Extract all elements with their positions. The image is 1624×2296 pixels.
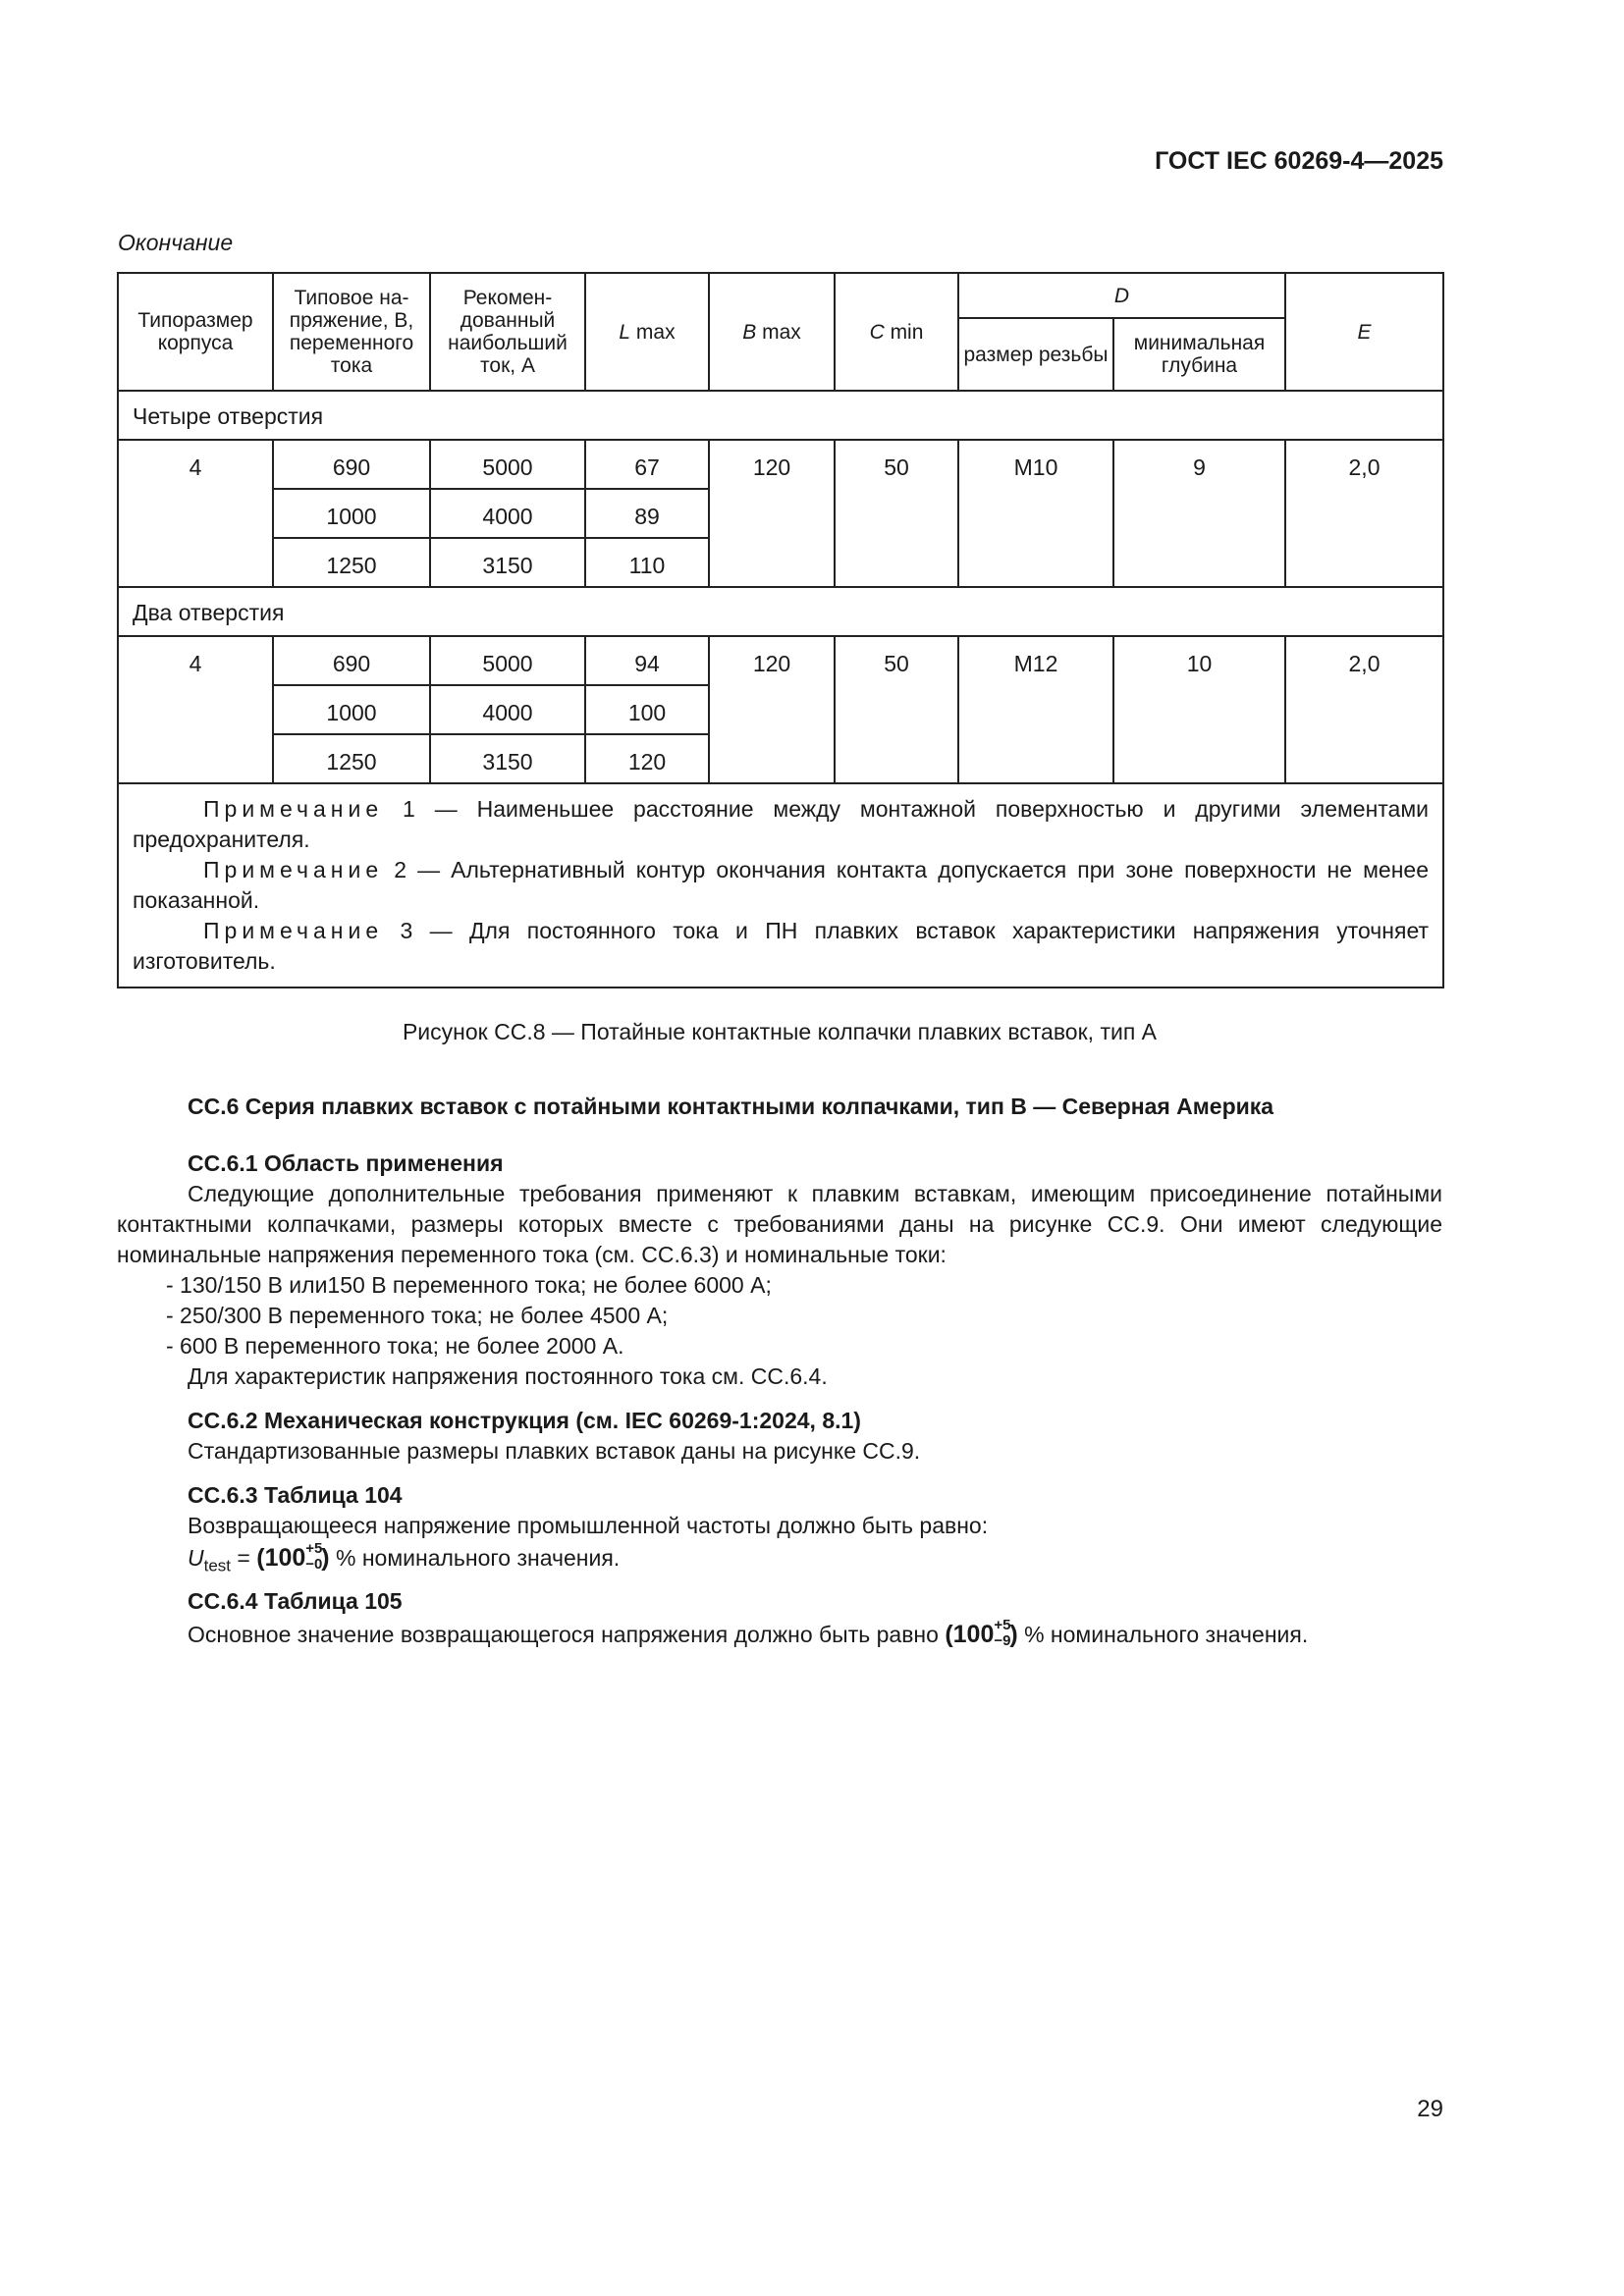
table-row: 1250 3150 110 (118, 538, 1443, 587)
header-c-min: C min (835, 273, 958, 391)
section-row: Два отверстия (118, 587, 1443, 636)
header-voltage: Типовое на-пряжение, В, переменного тока (273, 273, 430, 391)
table-note: Примечание 3 — Для постоянного тока и ПН плавких вставок характеристики напряжения уточняет изготовитель. (133, 918, 1430, 974)
standard-designation: ГОСТ IEC 60269-4—2025 (1155, 147, 1443, 175)
header-d: D (958, 273, 1285, 318)
section-cc63-paragraph: Возвращающееся напряжение промышленной частоты должно быть равно: (188, 1513, 989, 1538)
section-cc6-heading: СС.6 Серия плавких вставок с потайными контактными колпачками, тип В — Северная Америка (188, 1094, 1274, 1119)
list-item: - 130/150 В или150 В переменного тока; не более 6000 А; (166, 1272, 772, 1298)
table-row: 1250 3150 120 (118, 734, 1443, 783)
header-d-depth: минимальная глубина (1113, 318, 1285, 391)
dc-note: Для характеристик напряжения постоянного тока см. СС.6.4. (188, 1363, 828, 1389)
table-row: 1000 4000 100 (118, 685, 1443, 734)
notes-row (118, 783, 1443, 988)
table-note: Примечание 2 — Альтернативный контур окончания контакта допускается при зоне поверхности не менее показанной. (133, 857, 1430, 913)
header-l-max: L max (585, 273, 709, 391)
section-cc64-paragraph: Основное значение возвращающегося напряжения должно быть равно (100 +5 −9 ) % номинального значения. (188, 1616, 1309, 1649)
continuation-label: Окончание (118, 230, 234, 255)
header-current: Рекомен-дованный наибольший ток, А (430, 273, 585, 391)
header-e: E (1285, 273, 1443, 391)
section-cc63-heading: СС.6.3 Таблица 104 (188, 1482, 403, 1508)
section-cc61-paragraph: Следующие дополнительные требования применяют к плавким вставкам, имеющим присоединение потайными контактными колпачками, размеры которых вместе с требованиями даны на рисунке СС.9. Они имеют следующие номинальные напряжения переменного тока (см. СС.6.3) и номинальные токи: (117, 1181, 1442, 1267)
list-item: - 600 В переменного тока; не более 2000 А. (166, 1333, 624, 1359)
page-number: 29 (1417, 2096, 1443, 2122)
table-row: 1000 4000 89 (118, 489, 1443, 538)
section-cc62-heading: СС.6.2 Механическая конструкция (см. IEC 60269-1:2024, 8.1) (188, 1408, 861, 1433)
section-cc64-heading: СС.6.4 Таблица 105 (188, 1588, 403, 1614)
dimensions-table (117, 272, 1444, 988)
table-note: Примечание 1 — Наименьшее расстояние между монтажной поверхностью и другими элементами предохранителя. (133, 796, 1430, 852)
section-cc61-heading: СС.6.1 Область применения (188, 1150, 504, 1176)
table-row: 4 690 5000 67 120 50 M10 9 2,0 (118, 440, 1443, 489)
header-b-max: B max (709, 273, 835, 391)
list-item: - 250/300 В переменного тока; не более 4500 А; (166, 1303, 669, 1328)
utest-formula: $U_{test} = (100$ +5 −0 ) % номинального значения. (188, 1539, 621, 1575)
section-row: Четыре отверстия (118, 391, 1443, 440)
header-d-thread: размер резьбы (958, 318, 1113, 391)
table-header-row (118, 273, 1443, 318)
table-row: 4 690 5000 94 120 50 M12 10 2,0 (118, 636, 1443, 685)
section-cc62-paragraph: Стандартизованные размеры плавких вставок даны на рисунке СС.9. (188, 1438, 921, 1464)
figure-caption: Рисунок СС.8 — Потайные контактные колпачки плавких вставок, тип А (402, 1019, 1158, 1044)
header-size: Типоразмер корпуса (118, 273, 273, 391)
